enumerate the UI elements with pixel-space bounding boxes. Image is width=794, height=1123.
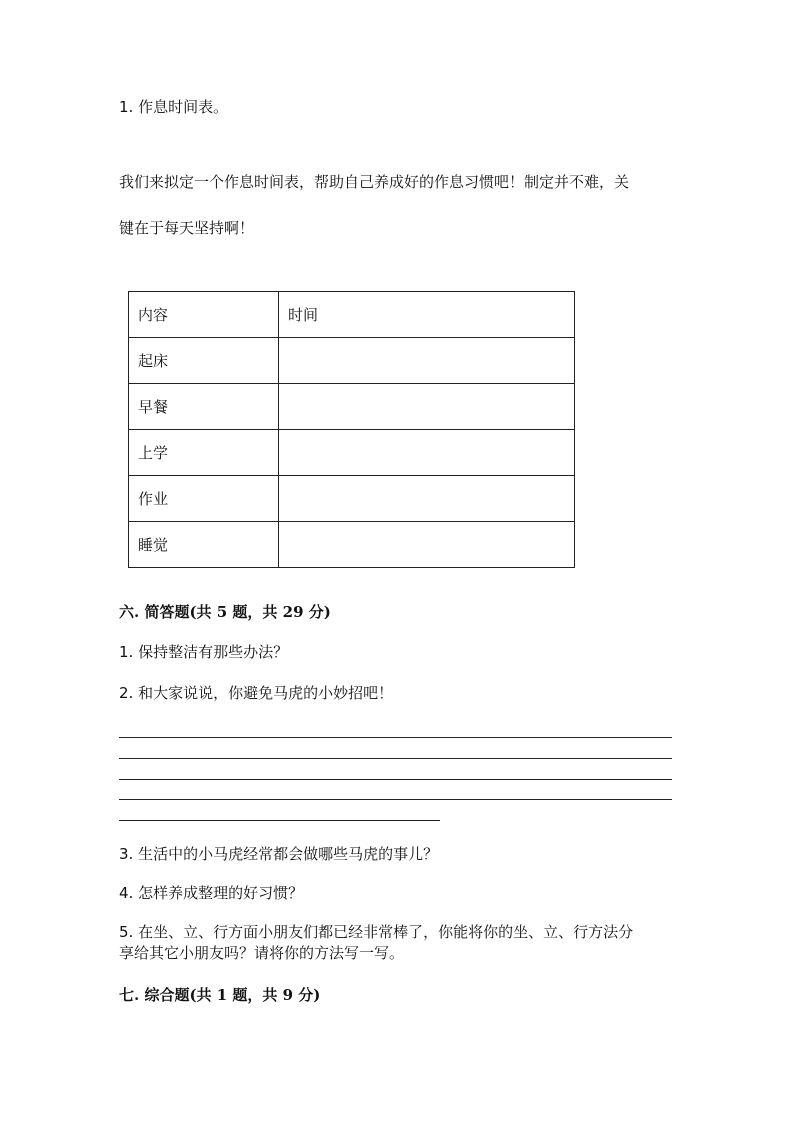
row-item: 作业 (129, 476, 279, 522)
task1-intro-line2: 键在于每天坚持啊！ (119, 219, 255, 237)
row-time-cell[interactable] (279, 522, 575, 568)
task1-intro-line1: 我们来拟定一个作息时间表，帮助自己养成好的作息习惯吧！制定并不难，关 (119, 173, 630, 191)
answer-line[interactable] (119, 758, 672, 759)
row-item: 起床 (129, 338, 279, 384)
table-row (129, 384, 575, 430)
section7-heading: 七. 综合题(共 1 题，共 9 分) (119, 986, 321, 1004)
question-5-line2: 享给其它小朋友吗？请将你的方法写一写。 (119, 944, 405, 962)
question-4: 4. 怎样养成整理的好习惯？ (119, 884, 304, 902)
row-time-cell[interactable] (279, 430, 575, 476)
row-item: 上学 (129, 430, 279, 476)
table-row (129, 522, 575, 568)
row-time-cell[interactable] (279, 338, 575, 384)
question-3: 3. 生活中的小马虎经常都会做哪些马虎的事儿？ (119, 845, 439, 863)
question-5-line1: 5. 在坐、立、行方面小朋友们都已经非常棒了，你能将你的坐、立、行方法分 (119, 923, 634, 941)
answer-line[interactable] (119, 799, 672, 800)
schedule-table (128, 291, 575, 568)
row-time-cell[interactable] (279, 476, 575, 522)
header-time: 时间 (279, 292, 575, 338)
answer-line[interactable] (119, 737, 672, 738)
answer-line[interactable] (119, 820, 440, 821)
row-item: 睡觉 (129, 522, 279, 568)
section6-heading: 六. 简答题(共 5 题，共 29 分) (119, 603, 331, 621)
row-time-cell[interactable] (279, 384, 575, 430)
table-row (129, 476, 575, 522)
header-content: 内容 (129, 292, 279, 338)
question-1: 1. 保持整洁有那些办法？ (119, 643, 289, 661)
table-row (129, 430, 575, 476)
table-row (129, 338, 575, 384)
question-2: 2. 和大家说说，你避免马虎的小妙招吧！ (119, 684, 394, 702)
row-item: 早餐 (129, 384, 279, 430)
task1-title: 1. 作息时间表。 (119, 98, 229, 116)
answer-line[interactable] (119, 779, 672, 780)
table-header-row (129, 292, 575, 338)
